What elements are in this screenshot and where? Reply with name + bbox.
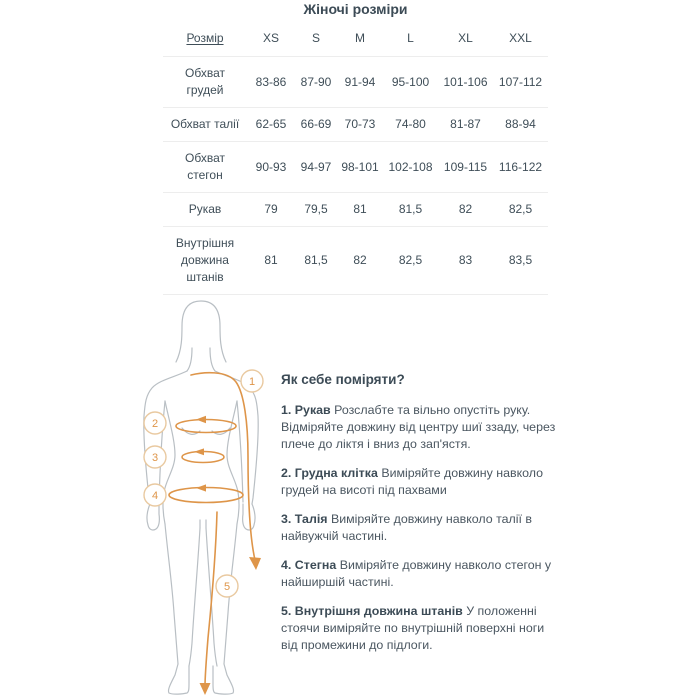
table-row <box>163 108 548 142</box>
cell: 87-90 <box>300 74 332 89</box>
leg-left-inner <box>189 528 200 666</box>
sleeve-arrowhead-icon <box>249 557 261 570</box>
cell: 95-100 <box>391 74 430 89</box>
cell: 81,5 <box>398 202 423 216</box>
arm-left-outer <box>144 371 187 504</box>
item-term: Талія <box>294 512 328 526</box>
cell: 98-101 <box>341 159 379 174</box>
table-row <box>163 227 548 295</box>
cell: 90-93 <box>255 159 287 174</box>
item-term: Внутрішня довжина штанів <box>294 604 463 618</box>
row-label: Рукав <box>188 202 222 216</box>
measurement-instructions <box>281 372 558 666</box>
cell: 62-65 <box>255 117 287 131</box>
item-text: Розслабте та вільно опустіть руку. Відміряйте довжину від центру шиї ззаду, через плече до ліктя і вниз до зап'ястя. <box>281 403 556 451</box>
row-label: Обхват талії <box>170 117 240 131</box>
size-col-l: L <box>407 31 414 45</box>
size-col-m: M <box>355 31 365 45</box>
cell: 91-94 <box>344 74 376 89</box>
leg-left-outer <box>165 524 178 664</box>
cell: 82 <box>458 202 473 216</box>
table-row <box>163 193 548 227</box>
item-text: Виміряйте довжину навколо грудей на висоті під пахвами <box>281 466 544 497</box>
arm-right-inner <box>237 401 243 502</box>
neck-left <box>187 348 192 371</box>
size-col-s: S <box>311 31 320 45</box>
cell: 81,5 <box>304 253 328 267</box>
cell: 116-122 <box>498 159 543 174</box>
neck-right <box>210 348 215 371</box>
marker-label-3: 3 <box>151 452 159 464</box>
instruction-item <box>281 402 558 453</box>
item-text: Виміряйте довжину навколо стегон у найширшій частині. <box>281 558 552 589</box>
size-table <box>163 24 548 295</box>
hand-left <box>147 504 159 530</box>
sleeve-measure-line <box>191 373 255 560</box>
cell: 83 <box>458 253 473 267</box>
size-col-xs: XS <box>262 31 279 45</box>
instructions-heading: Як себе поміряти? <box>281 372 405 387</box>
cell: 66-69 <box>300 117 332 131</box>
waist-arrowhead-icon <box>194 448 204 455</box>
marker-label-4: 4 <box>151 490 159 502</box>
marker-label-1: 1 <box>248 376 256 388</box>
page-title: Жіночі розміри <box>303 1 408 17</box>
crotch-lines <box>200 520 206 528</box>
table-row <box>163 142 548 193</box>
size-table-header-row <box>163 24 548 57</box>
cell: 88-94 <box>505 117 536 131</box>
row-label: Внутрішня довжина штанів <box>175 236 235 284</box>
measurement-lines <box>169 373 255 686</box>
instruction-item <box>281 557 558 591</box>
measure-markers <box>144 370 263 597</box>
cell: 81 <box>353 202 367 216</box>
marker-label-2: 2 <box>151 418 159 430</box>
cell: 81-87 <box>450 117 481 131</box>
inseam-arrowhead-icon <box>200 683 211 695</box>
torso-right <box>227 401 239 524</box>
size-table-header-label: Розмір <box>186 31 224 45</box>
size-col-xxl: XXL <box>509 31 532 45</box>
marker-label-5: 5 <box>223 581 231 593</box>
row-label: Обхват стегон <box>185 151 225 182</box>
instruction-item <box>281 511 558 545</box>
foot-left <box>168 664 189 694</box>
cell: 82 <box>353 253 367 267</box>
cell: 101-106 <box>443 74 488 89</box>
cell: 70-73 <box>344 117 376 131</box>
cell: 82,5 <box>398 253 423 267</box>
chest-arrowhead-icon <box>196 416 206 423</box>
body-measurement-figure <box>135 298 275 698</box>
item-text: У положенні стоячи виміряйте по внутрішній поверхні ноги від промежини до підлоги. <box>281 604 545 652</box>
item-number: 2. <box>281 466 292 480</box>
cell: 83-86 <box>255 74 287 89</box>
instruction-item <box>281 465 558 499</box>
cell: 79,5 <box>304 202 328 216</box>
woman-silhouette-diagram <box>135 298 275 698</box>
cell: 94-97 <box>300 159 332 174</box>
foot-right <box>213 664 234 694</box>
item-number: 5. <box>281 604 292 618</box>
cell: 107-112 <box>498 74 543 89</box>
item-number: 1. <box>281 403 292 417</box>
item-text: Виміряйте довжину навколо талії в найвужчій частині. <box>281 512 532 543</box>
instruction-item <box>281 603 558 654</box>
row-label: Обхват грудей <box>185 66 225 97</box>
cell: 82,5 <box>508 202 533 216</box>
hip-arrowhead-icon <box>196 484 206 491</box>
item-number: 4. <box>281 558 292 572</box>
item-term: Рукав <box>294 403 331 417</box>
cell: 102-108 <box>388 159 433 174</box>
cell: 109-115 <box>443 159 488 174</box>
cell: 81 <box>264 253 278 267</box>
table-row <box>163 57 548 108</box>
item-number: 3. <box>281 512 292 526</box>
cell: 83,5 <box>508 253 533 267</box>
cell: 79 <box>264 202 278 216</box>
size-col-xl: XL <box>458 31 473 45</box>
hair-outline <box>176 301 226 362</box>
cell: 74-80 <box>395 117 426 131</box>
item-term: Грудна клітка <box>294 466 378 480</box>
item-term: Стегна <box>294 558 337 572</box>
